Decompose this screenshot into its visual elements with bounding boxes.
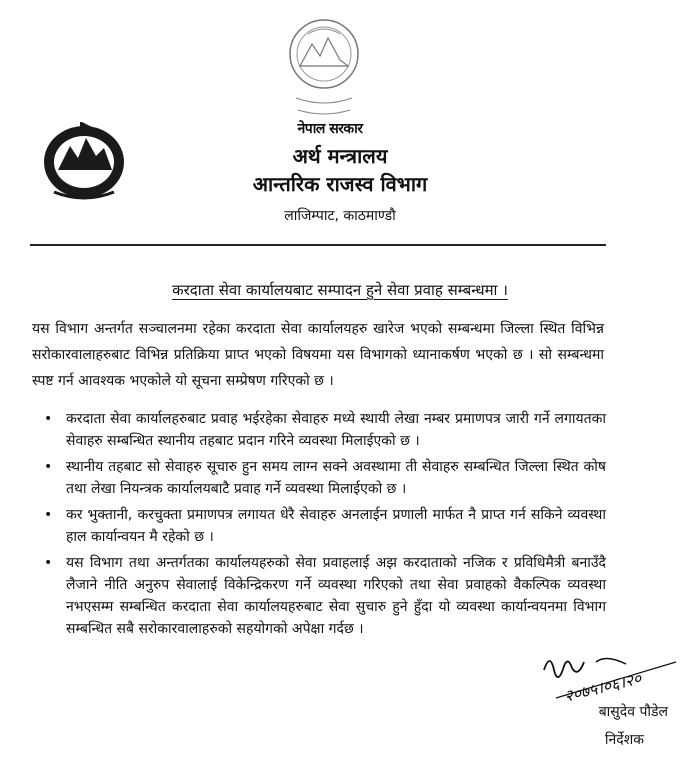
signer-title: निर्देशक bbox=[604, 732, 644, 748]
notice-points-list bbox=[32, 408, 606, 644]
office-address: लाजिम्पाट, काठमाण्डौ bbox=[284, 208, 396, 224]
list-item bbox=[32, 504, 606, 548]
signature-date: २०७५।०६।२० bbox=[562, 668, 644, 706]
list-item bbox=[32, 408, 606, 452]
handwritten-signature bbox=[536, 640, 680, 710]
bullet-icon: • bbox=[44, 507, 53, 523]
bullet-icon: • bbox=[44, 459, 53, 475]
notice-intro-paragraph: यस विभाग अन्तर्गत सञ्चालनमा रहेका करदाता सेवा कार्यालयहरु खारेज भएको सम्बन्धमा जिल्ला स्थित विभिन्न सरोकारवालाहरुबाट विभिन्न प्रतिक्रिया प्राप्त भएको विषयमा यस विभागको ध्यानाकर्षण भएको छ । सो सम्बन्धमा स्पष्ट गर्न आवश्यक भएकोले यो सूचना सम्प्रेषण गरिएको छ । bbox=[32, 321, 604, 389]
bullet-icon: • bbox=[44, 555, 53, 571]
ministry-name: अर्थ मन्त्रालय bbox=[292, 144, 388, 168]
signer-name: बासुदेव पौडेल bbox=[598, 704, 668, 720]
government-name: नेपाल सरकार bbox=[297, 121, 363, 137]
point-text: करदाता सेवा कार्यालहरुबाट प्रवाह भईरहेका सेवाहरु मध्ये स्थायी लेखा नम्बर प्रमाणपत्र जारी गर्ने लगायतका सेवाहरु सम्बन्धित स्थानीय तहबाट प्रदान गरिने व्यवस्था मिलाईएको छ । bbox=[66, 411, 606, 449]
point-text: कर भुक्तानी, करचुक्ता प्रमाणपत्र लगायत धेरै सेवाहरु अनलाईन प्रणाली मार्फत नै प्राप्त गर्न सकिने व्यवस्था हाल कार्यान्वयन मै रहेको छ । bbox=[66, 507, 606, 545]
list-item bbox=[32, 456, 606, 500]
bullet-icon: • bbox=[44, 411, 53, 427]
department-name: आन्तरिक राजस्व विभाग bbox=[252, 172, 428, 196]
point-text: स्थानीय तहबाट सो सेवाहरु सूचारु हुन समय लाग्न सक्ने अवस्थामा ती सेवाहरु सम्बन्धित जिल्ला स्थित कोष तथा लेखा नियन्त्रक कार्यालयबाटै प्रवाह गर्ने व्यवस्था मिलाईएको छ । bbox=[66, 459, 606, 497]
header-divider bbox=[30, 244, 606, 246]
point-text: यस विभाग तथा अन्तर्गतका कार्यालयहरुको सेवा प्रवाहलाई अझ करदाताको नजिक र प्रविधिमैत्री बनाउँदै लैजाने नीति अनुरुप सेवालाई विकेन्द्रिकरण गर्ने व्यवस्था गरिएको तथा सेवा प्रवाहको वैकल्पिक व्यवस्था नभएसम्म सम्बन्धित करदाता सेवा कार्यालयहरुबाट सेवा सुचारु हुने हुँदा यो व्यवस्था कार्यान्वयनमा विभाग सम्बन्धित सबै सरोकारवालाहरुको सहयोगको अपेक्षा गर्दछ । bbox=[66, 555, 606, 637]
list-item bbox=[32, 552, 606, 640]
department-seal-stamp bbox=[278, 14, 370, 124]
notice-subject: करदाता सेवा कार्यालयबाट सम्पादन हुने सेवा प्रवाह सम्बन्धमा । bbox=[172, 281, 508, 299]
